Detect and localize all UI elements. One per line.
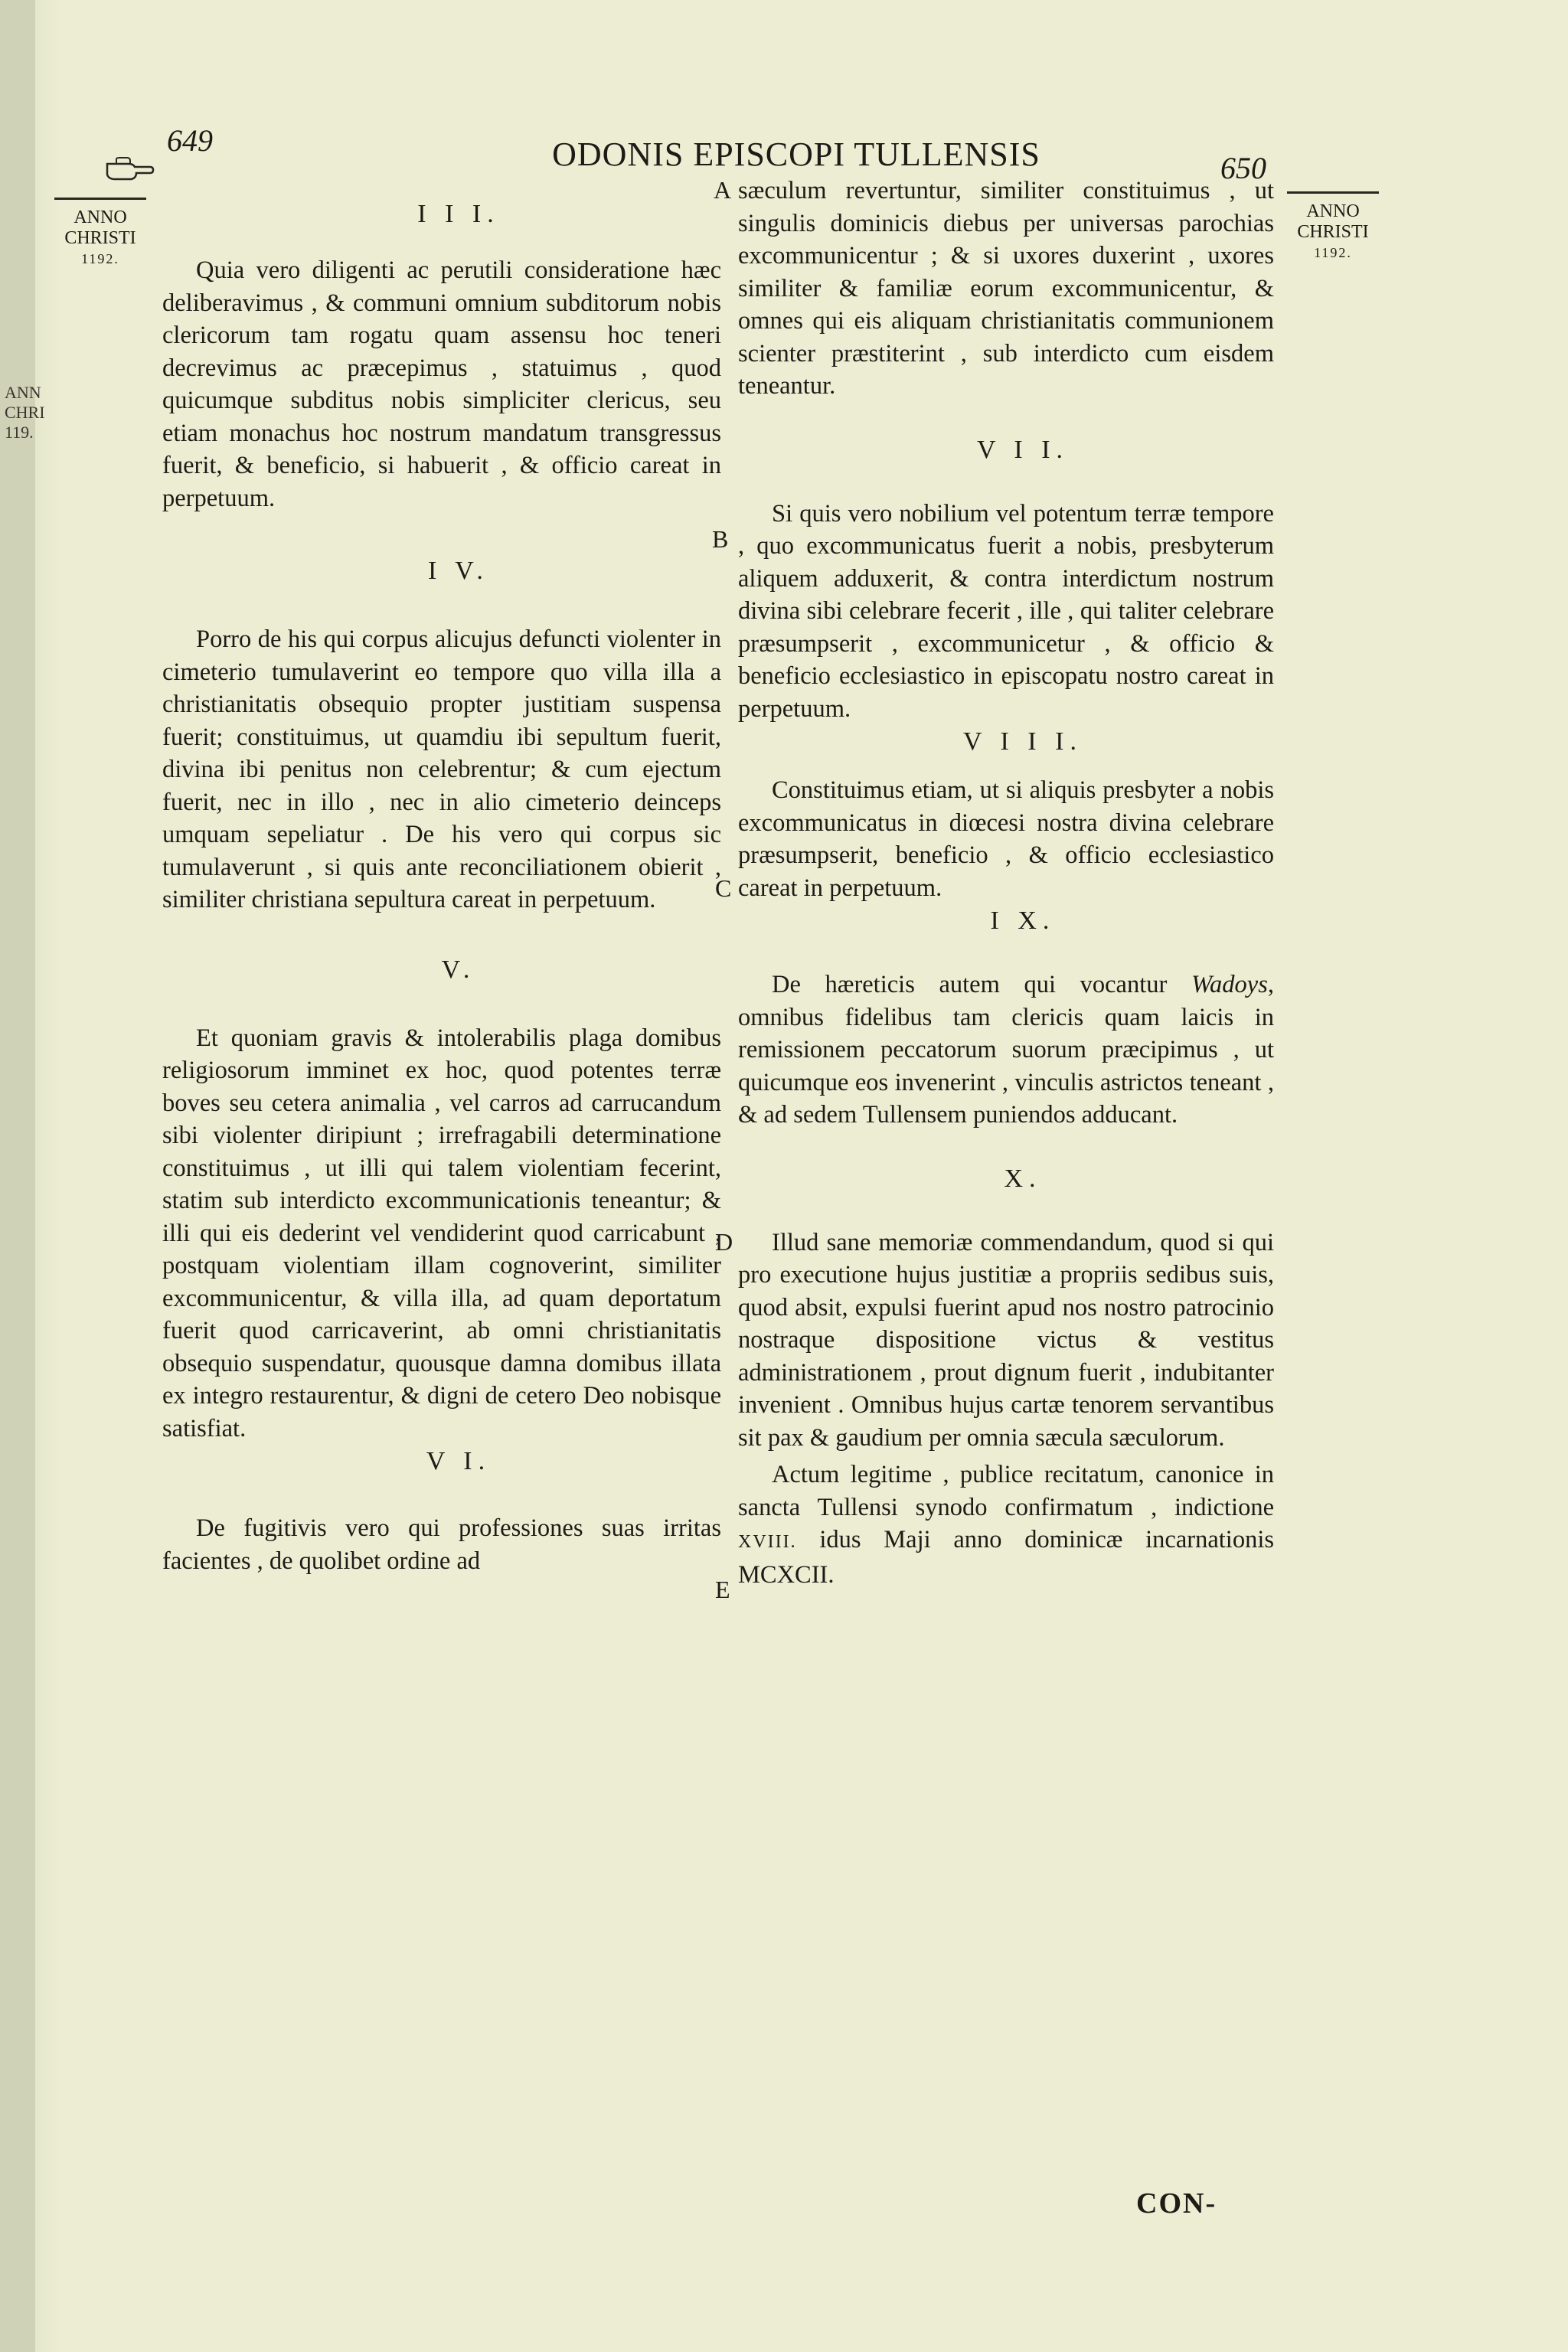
paragraph: Si quis vero nobilium vel potentum terræ tempore , quo excommunicatus fuerit a nobis, presbyterum aliquem adduxerit, & contra interdictum nostrum divina sibi celebrare fecerit , ille , qui taliter celebrare præsumpserit , excommunicetur , & officio & beneficio ecclesiastico in episcopatu nostro careat in perpetuum. xyxy=(738,499,1274,723)
paragraph: De fugitivis vero qui professiones suas irritas facientes , de quolibet ordine ad xyxy=(162,1514,721,1575)
side-letter-c: C xyxy=(715,874,732,902)
paragraph: Actum legitime , publice recitatum, canonice in sancta Tullensi synodo confirmatum , indictione XVIII. idus Maji anno dominicæ incarnationis MCXCII. xyxy=(738,1461,1274,1589)
gutter-strip xyxy=(0,0,45,2352)
year-numeral: MCXCII. xyxy=(738,1560,835,1589)
section-heading: V I. xyxy=(426,1447,492,1475)
section-heading: I V. xyxy=(428,557,489,585)
paragraph: sæculum revertuntur, similiter constituimus , ut singulis dominicis diebus per universas parochias excommunicentur ; & si uxores duxerint , uxores similiter & familiæ eorum excommunicentur, & omnes qui eis aliquam christianitatis communionem scienter præstiterint , sub interdicto cum eisdem teneantur. xyxy=(738,177,1274,400)
side-letter-a: A xyxy=(714,176,732,204)
paragraph: Quia vero diligenti ac perutili consideratione hæc deliberavimus , & communi omnium subditorum nobis clericorum tam rogatu quam assensu hoc teneri decrevimus ac præcepimus , statuimus , quod quicumque subditus nobis simpliciter clericus, seu etiam monachus hoc nostrum mandatum transgressus fuerit, & beneficio, si habuerit , & officio careat in perpetuum. xyxy=(162,256,721,512)
section-heading: I X. xyxy=(990,906,1056,935)
paragraph: Illud sane memoriæ commendandum, quod si qui pro executione hujus justitiæ a propriis sedibus suis, quod absit, expulsi fuerint apud nos nostro patrocinio nostraque dispositione victus & vestitus administrationem , prout dignum fuerit , indubitanter invenient . Omnibus hujus cartæ tenorem servantibus sit pax & gaudium per omnia sæcula sæculorum. xyxy=(738,1228,1274,1452)
section-heading: X. xyxy=(1004,1164,1042,1193)
paragraph: Porro de his qui corpus alicujus defuncti violenter in cimeterio tumulaverint eo tempore quo villa illa a christianitatis obsequio propter justitiam suspensa fuerit; constituimus, ut quamdiu ibi sepultum fuerit, divina ibi penitus non celebrentur; & cum ejectum fuerit, nec in illo , nec in alio cimeterio deinceps umquam sepeliatur . De his vero qui corpus sic tumulaverunt , si quis ante reconciliationem obierit , similiter christiana sepultura careat in perpetuum. xyxy=(162,626,721,913)
margin-rule xyxy=(54,198,146,200)
gutter-note: ANN CHRI 119. xyxy=(5,383,45,442)
italic-name: Wadoys xyxy=(1191,971,1268,998)
catchword: CON- xyxy=(1136,2187,1217,2220)
margin-note-right: ANNO CHRISTI 1192. xyxy=(1283,191,1383,263)
paragraph: Et quoniam gravis & intolerabilis plaga domibus religiosorum imminet ex hoc, quod potentes terræ boves seu cetera animalia , vel carros ad carrucandum sibi violenter diripiunt ; irrefragabili determinatione constituimus , ut illi qui talem violentiam fecerint, statim sub interdicto excommunicationis teneantur; & illi qui eis dederint vel vendiderint quod carricabunt , postquam violentiam illam cognoverint, similiter excommunicentur, & villa illa, ad quam deportatum fuerit quod carricaverint, ab omni christianitatis obsequio suspendatur, quousque damna domibus illata ex integro restaurentur, & digni de cetero Deo nobisque satisfiat. xyxy=(162,1024,721,1442)
section-heading: V I I I. xyxy=(963,727,1083,756)
pointing-hand-icon xyxy=(106,156,155,182)
left-column xyxy=(162,175,721,1577)
indiction-numeral: XVIII. xyxy=(738,1532,797,1552)
section-heading: V I I. xyxy=(976,435,1070,464)
paragraph: De hæreticis autem qui vocantur Wadoys, omnibus fidelibus tam clericis quam laicis in remissionem peccatorum suorum præcipimus , ut quicumque eos invenerint , vinculis astrictos teneant , & ad sedem Tullensem puniendos adducant. xyxy=(738,971,1274,1129)
margin-rule xyxy=(1287,191,1379,194)
side-letter-e: E xyxy=(715,1576,730,1603)
left-page-number: 649 xyxy=(167,123,213,158)
side-letter-b: B xyxy=(712,525,729,553)
section-heading: I I I. xyxy=(417,200,500,228)
section-heading: V. xyxy=(441,955,476,984)
right-page-number: 650 xyxy=(1220,151,1266,185)
page-title: ODONIS EPISCOPI TULLENSIS xyxy=(552,136,1040,173)
margin-note-left: ANNO CHRISTI 1192. xyxy=(51,198,150,270)
right-column xyxy=(738,175,1274,1591)
side-letter-d: D xyxy=(715,1228,733,1256)
paragraph: Constituimus etiam, ut si aliquis presbyter a nobis excommunicatus in diœcesi nostra divina celebrare præsumpserit, beneficio , & officio ecclesiastico careat in perpetuum. xyxy=(738,776,1274,902)
